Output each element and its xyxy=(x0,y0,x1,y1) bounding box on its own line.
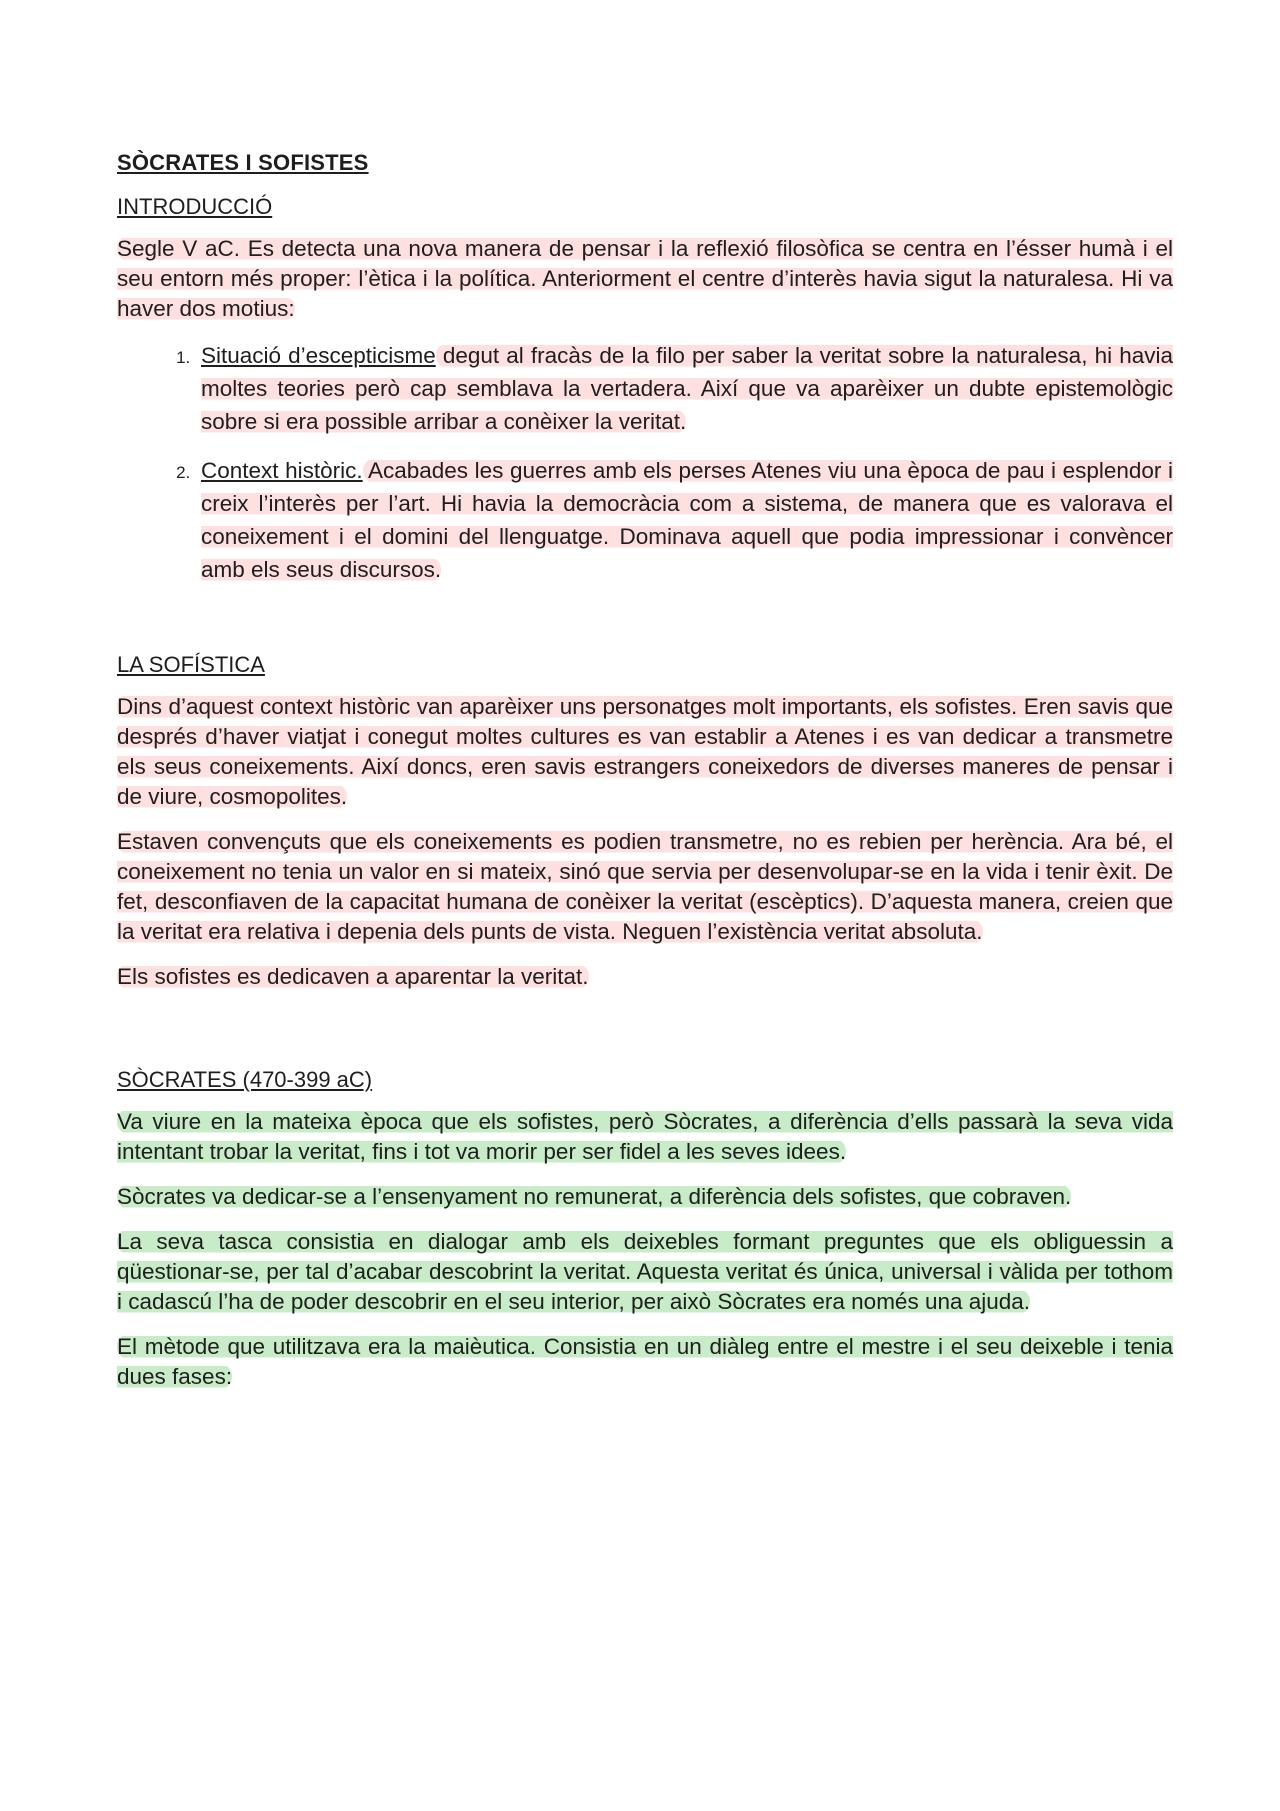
paragraph-text: La seva tasca consistia en dialogar amb els deixebles formant preguntes que els obliguessin a qüestionar-se, per tal d’acabar descobrint la veritat. Aquesta veritat és única, universal i vàlida per tothom i cadascú l’ha de poder descobrir en el seu interior, per això Sòcrates era només una ajuda. xyxy=(117,1229,1173,1314)
socrates-paragraph xyxy=(117,1182,1173,1212)
list-item xyxy=(195,454,1173,586)
heading-sofistica: LA SOFÍSTICA xyxy=(117,652,265,677)
list-item-label: Situació d’escepticisme xyxy=(201,343,436,368)
paragraph-text: Els sofistes es dedicaven a aparentar la veritat. xyxy=(117,964,589,989)
socrates-paragraph xyxy=(117,1332,1173,1392)
sofistica-paragraph xyxy=(117,692,1173,812)
paragraph-text: Estaven convençuts que els coneixements es podien transmetre, no es rebien per herència. Ara bé, el coneixement no tenia un valor en si mateix, sinó que servia per desenvolupar-se en la vida i tenir èxit. De fet, desconfiaven de la capacitat humana de conèixer la veritat (escèptics). D’aquesta manera, creien que la veritat era relativa i depenia dels punts de vista. Neguen l’existència veritat absoluta. xyxy=(117,829,1173,944)
paragraph-text: Sòcrates va dedicar-se a l’ensenyament no remunerat, a diferència dels sofistes, que cobraven. xyxy=(117,1184,1072,1209)
intro-paragraph xyxy=(117,234,1173,324)
list-item-text: degut al fracàs de la filo per saber la veritat sobre la naturalesa, hi havia moltes teories però cap semblava la vertadera. Així que va aparèixer un dubte epistemològic sobre si era possible arribar a conèixer la veritat. xyxy=(201,343,1173,434)
intro-paragraph-text: Segle V aC. Es detecta una nova manera de pensar i la reflexió filosòfica se centra en l’ésser humà i el seu entorn més proper: l’ètica i la política. Anteriorment el centre d’interès havia sigut la naturalesa. Hi va haver dos motius: xyxy=(117,236,1173,321)
section-spacer xyxy=(117,1007,1173,1067)
list-item-label: Context històric. xyxy=(201,458,363,483)
socrates-paragraph xyxy=(117,1107,1173,1167)
motius-list xyxy=(117,339,1173,586)
heading-socrates: SÒCRATES (470-399 aC) xyxy=(117,1067,373,1092)
paragraph-text: El mètode que utilitzava era la maièutica. Consistia en un diàleg entre el mestre i el seu deixeble i tenia dues fases: xyxy=(117,1334,1173,1389)
sofistica-paragraph xyxy=(117,962,1173,992)
heading-introduccio: INTRODUCCIÓ xyxy=(117,194,273,219)
sofistica-paragraph xyxy=(117,827,1173,947)
socrates-paragraph xyxy=(117,1227,1173,1317)
section-spacer xyxy=(117,602,1173,652)
paragraph-text: Dins d’aquest context històric van aparèixer uns personatges molt importants, els sofistes. Eren savis que després d’haver viatjat i conegut moltes cultures es van establir a Atenes i es van dedicar a transmetre els seus coneixements. Així doncs, eren savis estrangers coneixedors de diverses maneres de pensar i de viure, cosmopolites. xyxy=(117,694,1173,809)
list-item xyxy=(195,339,1173,438)
list-item-text: Acabades les guerres amb els perses Atenes viu una època de pau i esplendor i creix l’interès per l’art. Hi havia la democràcia com a sistema, de manera que es valorava el coneixement i el domini del llenguatge. Dominava aquell que podia impressionar i convèncer amb els seus discursos. xyxy=(201,458,1173,582)
paragraph-text: Va viure en la mateixa època que els sofistes, però Sòcrates, a diferència d’ells passarà la seva vida intentant trobar la veritat, fins i tot va morir per ser fidel a les seves idees. xyxy=(117,1109,1173,1164)
document-title: SÒCRATES I SOFISTES xyxy=(117,150,369,175)
document-content xyxy=(117,150,1173,1407)
